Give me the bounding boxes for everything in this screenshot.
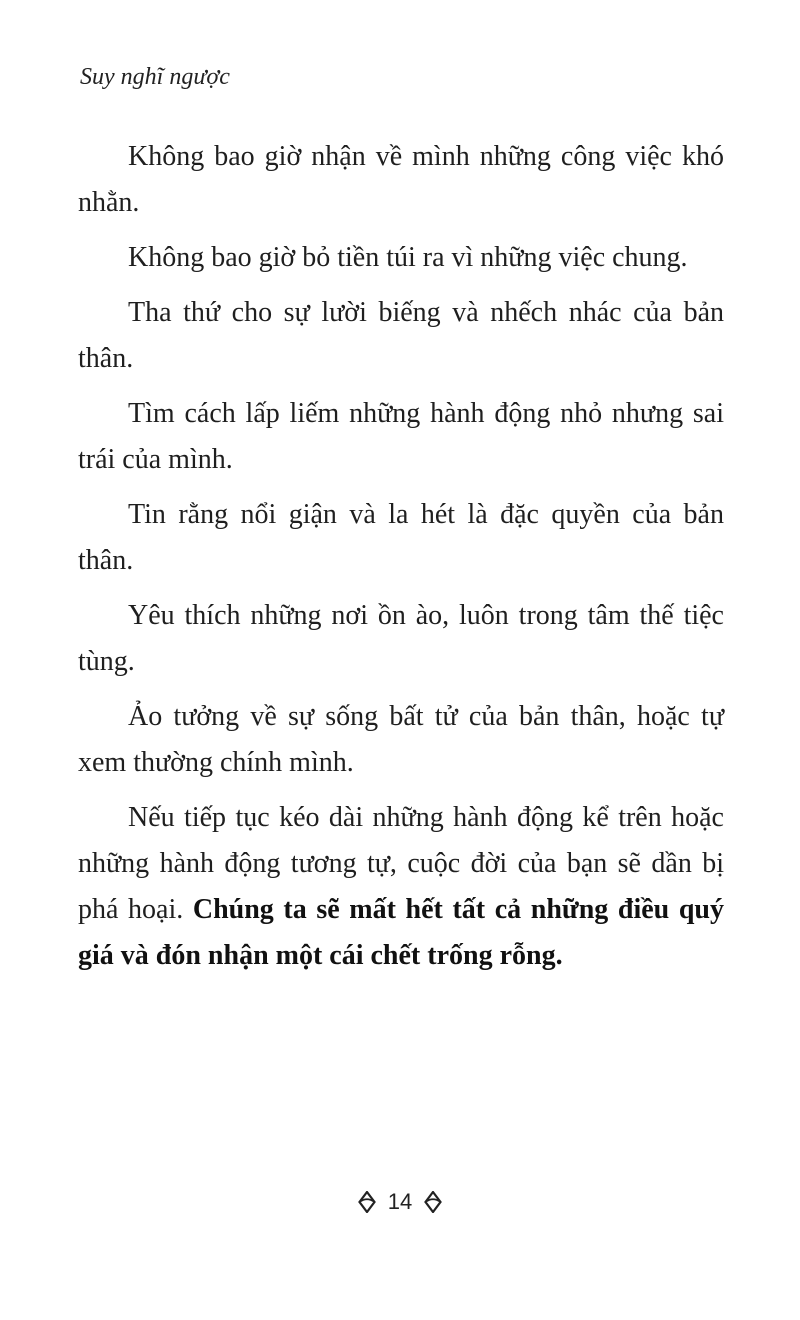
paragraph-3: Tha thứ cho sự lười biếng và nhếch nhác của bản thân. [78, 297, 724, 374]
paragraph-1: Không bao giờ nhận về mình những công việc khó nhằn. [78, 141, 724, 218]
paragraph-5: Tin rằng nổi giận và la hét là đặc quyền của bản thân. [78, 499, 724, 576]
diamond-ornament-icon [424, 1191, 442, 1213]
body-text [78, 134, 724, 988]
paragraph-4: Tìm cách lấp liếm những hành động nhỏ nhưng sai trái của mình. [78, 398, 724, 475]
paragraph-6: Yêu thích những nơi ồn ào, luôn trong tâm thế tiệc tùng. [78, 600, 724, 677]
page-number: 14 [387, 1189, 413, 1215]
diamond-ornament-icon [358, 1191, 376, 1213]
page-footer [0, 1188, 800, 1215]
closing-paragraph-text: Nếu tiếp tục kéo dài những hành động kể trên hoặc những hành động tương tự, cuộc đời của bạn sẽ dần bị phá hoại. [78, 802, 724, 925]
closing-paragraph-emphasis: Chúng ta sẽ mất hết tất cả những điều quý giá và đón nhận một cái chết trống rỗng. [78, 894, 724, 971]
paragraph-7: Ảo tưởng về sự sống bất tử của bản thân, hoặc tự xem thường chính mình. [78, 701, 724, 778]
paragraph-2: Không bao giờ bỏ tiền túi ra vì những việc chung. [128, 242, 688, 273]
closing-paragraph [78, 795, 724, 979]
running-header: Suy nghĩ ngược [80, 64, 230, 90]
